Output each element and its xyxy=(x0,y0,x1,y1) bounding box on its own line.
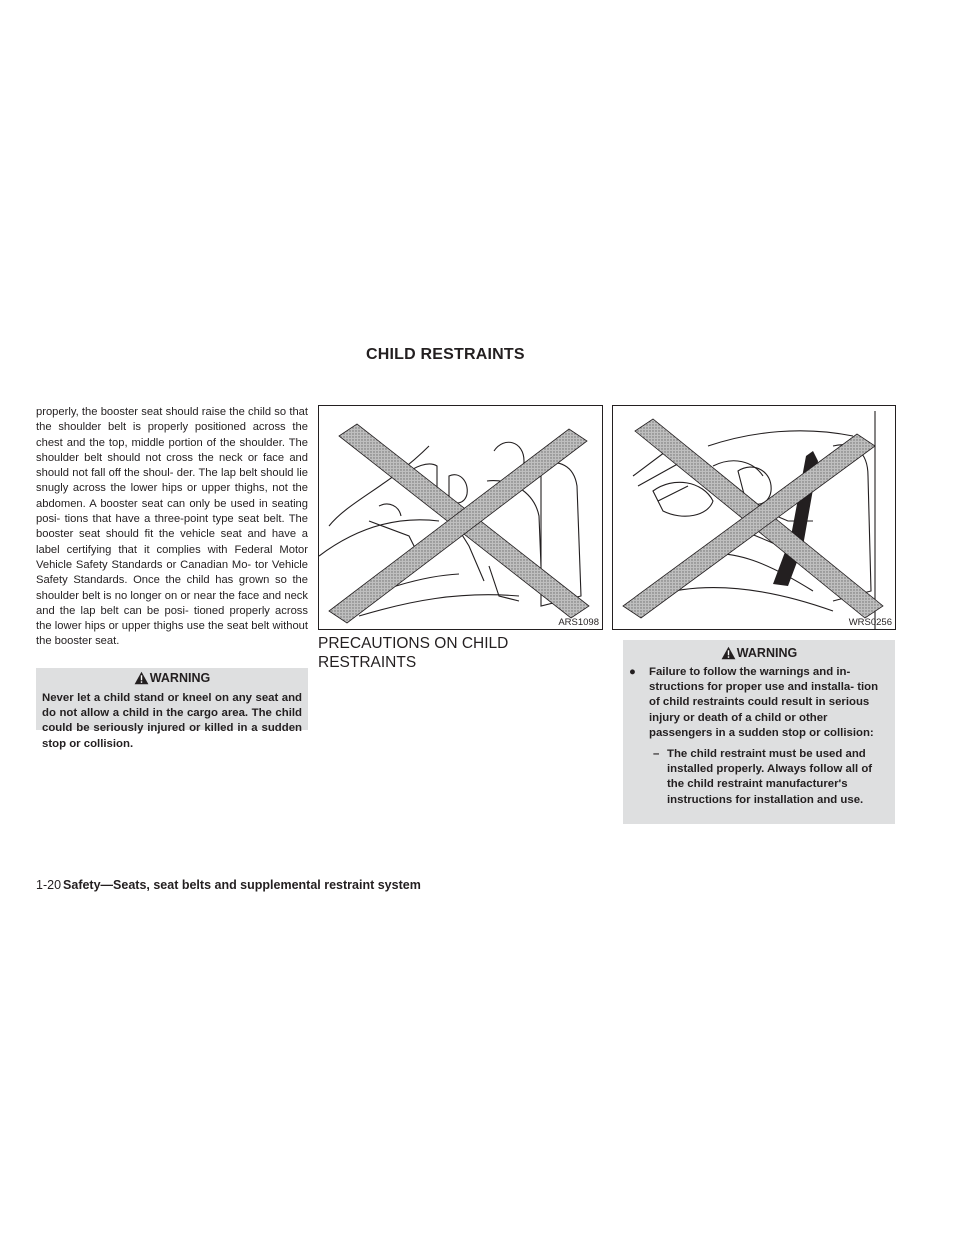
bullet-dot: ● xyxy=(629,666,636,678)
footer-section: Safety—Seats, seat belts and supplemental restraint system xyxy=(63,878,421,892)
figure-code: WRS0256 xyxy=(848,617,892,628)
warning-heading xyxy=(623,643,895,663)
figure-child-standing xyxy=(318,405,603,630)
warning-text: Never let a child stand or kneel on any seat and do not allow a child in the cargo area. The child could be seriously injured or killed in a sudden stop or collision. xyxy=(42,692,302,750)
warning-subitem xyxy=(623,741,895,808)
child-standing-illustration xyxy=(319,406,602,629)
figure-child-on-lap xyxy=(612,405,896,630)
warning-heading-label: WARNING xyxy=(736,646,798,660)
page-footer xyxy=(36,878,421,892)
page-number: 1-20 xyxy=(36,878,62,892)
warning-heading-label: WARNING xyxy=(149,671,211,685)
warning-subitem-text: The child restraint must be used and installed properly. Always follow all of the child restraint manufacturer's instructions for installation and use. xyxy=(667,748,873,806)
warning-bullet xyxy=(623,663,895,741)
section-title: CHILD RESTRAINTS xyxy=(366,346,525,363)
warning-bullet-text: Failure to follow the warnings and in- structions for proper use and installa- tion of child restraints could result in serious injury or death of a child or other passengers in a sudden stop or collision: xyxy=(649,666,879,739)
warning-heading xyxy=(36,668,308,688)
warning-triangle-icon xyxy=(134,671,149,685)
dash-mark: – xyxy=(653,748,660,761)
child-on-lap-illustration xyxy=(613,406,895,629)
body-paragraph: properly, the booster seat should raise the child so that the shoulder belt is properly positioned across the chest and the top, middle portion of the shoulder. The shoulder belt should not cross the neck or face and should not fall off the shoul- der. The lap belt should lie snugly across the lower hips or upper thighs, not the abdomen. A booster seat can only be used in seating posi- tions that have a three-point type seat belt. The booster seat should fit the vehicle seat and have a label certifying that it complies with Federal Motor Vehicle Safety Standards or Canadian Mo- tor Vehicle Safety Standards. Once the child has grown so the shoulder belt is no longer on or near the face and neck and the lap belt can be posi- tioned properly across the lower hips or upper thighs use the seat belt without the booster seat. xyxy=(36,406,308,648)
warning-box-right xyxy=(623,640,895,824)
figure-code: ARS1098 xyxy=(558,617,599,628)
warning-box-left xyxy=(36,668,308,750)
subheading: PRECAUTIONS ON CHILD RESTRAINTS xyxy=(318,635,509,671)
warning-triangle-icon xyxy=(721,646,736,660)
